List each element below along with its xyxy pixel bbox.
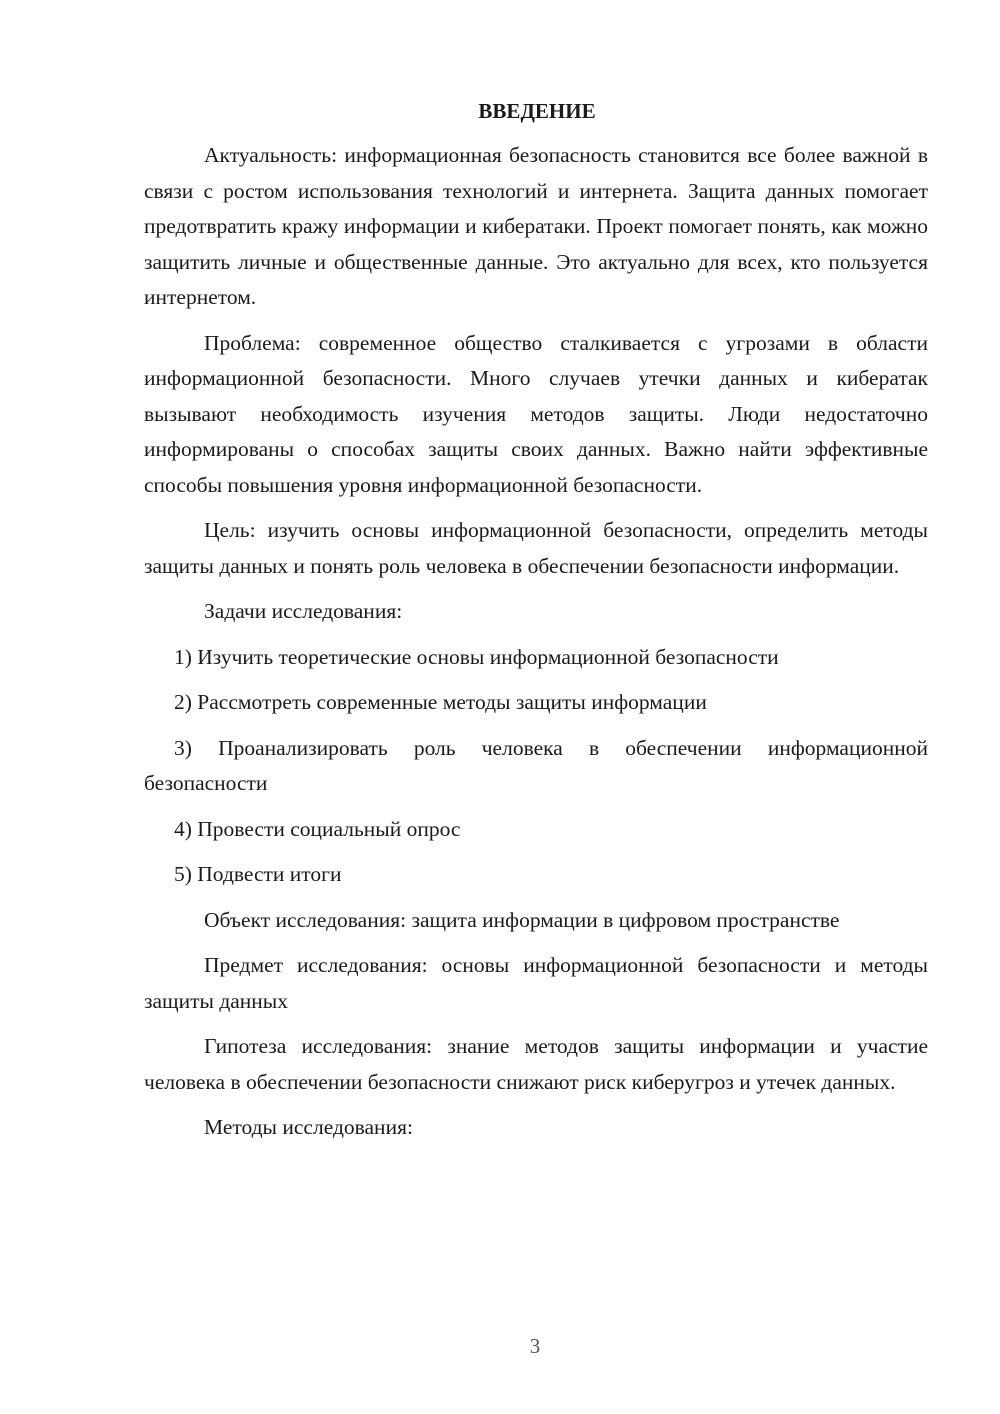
list-item: 5) Подвести итоги [174, 862, 342, 886]
methods-heading: Методы исследования: [204, 1115, 413, 1139]
object-paragraph: Объект исследования: защита информации в цифровом пространстве [204, 907, 840, 932]
list-item: 1) Изучить теоретические основы информационной безопасности [174, 644, 779, 669]
subject-paragraph: Предмет исследования: основы информационной безопасности и методы защиты данных [144, 953, 928, 1013]
list-item: 4) Провести социальный опрос [174, 816, 461, 841]
relevance-paragraph: Актуальность: информационная безопасность становится все более важной в связи с ростом использования технологий и интернета. Защита данных помогает предотвратить кражу информации и кибератаки. Проект помогает понять, как можно защитить личные и общественные данные. Это актуально для всех, кто пользуется интернетом. [144, 143, 928, 309]
list-item: 2) Рассмотреть современные методы защиты информации [174, 690, 707, 714]
tasks-heading: Задачи исследования: [204, 599, 403, 623]
list-item: 3) Проанализировать роль человека в обеспечении информационной безопасности [144, 735, 928, 795]
document-page [144, 94, 928, 1156]
goal-paragraph: Цель: изучить основы информационной безопасности, определить методы защиты данных и понять роль человека в обеспечении безопасности информации. [144, 518, 928, 578]
page-number: 3 [529, 1334, 541, 1358]
problem-paragraph: Проблема: современное общество сталкивается с угрозами в области информационной безопасности. Много случаев утечки данных и кибератак вызывают необходимость изучения методов защиты. Люди недостаточно информированы о способах защиты своих данных. Важно найти эффективные способы повышения уровня информационной безопасности. [144, 330, 928, 497]
hypothesis-paragraph: Гипотеза исследования: знание методов защиты информации и участие человека в обеспечении безопасности снижают риск киберугроз и утечек данных. [144, 1034, 928, 1094]
page-title: ВВЕДЕНИЕ [478, 99, 596, 123]
